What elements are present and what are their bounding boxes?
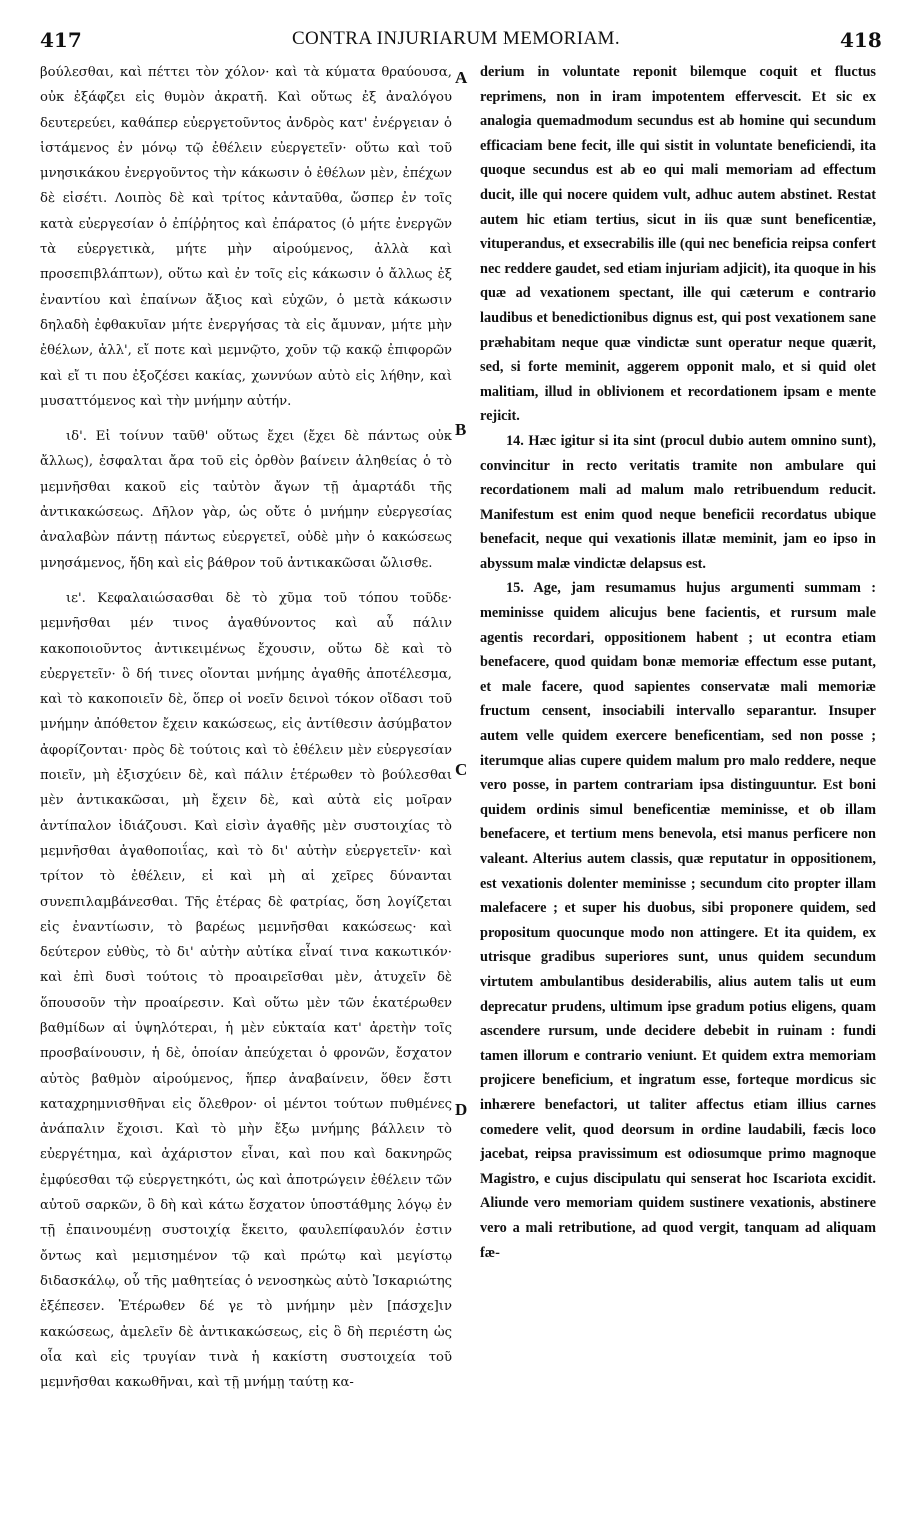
latin-column — [480, 60, 876, 1520]
page-header — [0, 28, 912, 58]
margin-marker-a: A — [455, 68, 468, 87]
latin-paragraph-section-14: 14. Hæc igitur si ita sint (procul dubio autem omnino sunt), convincitur in recto veritatis tramite non ambulare qui recordationem mali ad malum malo retribuendum reducit. Manifestum est enim quod neque beneficii recordatus ubique benefacit, neque qui vexationis illatæ meminit, jam eo ipso in abyssum malæ vindictæ delapsus est. — [480, 432, 876, 572]
greek-paragraph-section-15: ιε'. Κεφαλαιώσασθαι δὲ τὸ χῦμα τοῦ τόπου τοῦδε· μεμνῆσθαι μέν τινος ἀγαθύνοντος καὶ αὖ πάλιν κακοποιοῦντος ἀντικειμένως ἔχουσιν, οὕτω δὲ καὶ τὸ εὐεργετεῖν· ὃ δή τινες οἴονται μνήμης ἀγαθῆς ἀποτέλεσμα, καὶ τὸ κακοποιεῖν δὲ, ὅπερ οἱ νοεῖν δεινοὶ τόκον οἴδασι τοῦ μνήμην ἀπόθετον ἔχειν κακώσεως, εἰς ἀντίθεσιν ἀσύμβατον ἀφορίζονται· πρὸς δὲ τούτοις καὶ τὸ ἐθέλειν μὲν εὐεργεσίαν ποιεῖν, μὴ ἐξισχύειν δὲ, καὶ πάλιν ἑτέρωθεν τὸ βούλεσθαι μὲν ἀντικακῶσαι, μὴ ἔχειν δὲ, καὶ αὐτὰ εἰς μοῖραν ἀντίπαλον ἰδιάζουσι. Καὶ εἰσὶν ἀγαθῆς μὲν συστοιχίας τὸ μεμνῆσθαι ἀγαθοποιΐας, καὶ τὸ δι' αὐτὴν εὐεργετεῖν· καὶ τρίτον τὸ ἐθέλειν, εἰ καὶ μὴ αἱ χεῖρες δύνανται συνεπιλαμβάνεσθαι. Τῆς ἑτέρας δὲ φατρίας, ὅση λογίζεται εἰς ἐναντίωσιν, τὸ βαρέως μεμνῆσθαι κακώσεως· καὶ δεύτερον εὐθὺς, τὸ δι' αὐτὴν αὐτίκα εἶναί τινα κακωτικόν· καὶ ἐπὶ δυσὶ τούτοις τὸ προαιρεῖσθαι μὲν, ἀτυχεῖν δὲ ὅπουσοῦν τὴν προαίρεσιν. Καὶ οὕτω μὲν τῶν ἑκατέρωθεν βαθμίδων αἱ ὑψηλότεραι, ἡ μὲν εὐκταία κατ' ἀρετὴν τοῖς προσβαίνουσιν, ἡ δὲ, ὁποίαν ἀπεύχεται ὁ φρονῶν, ἔσχατον αὐτὸς βαθμὸν αἱρούμενος, ἥπερ ἀναβαίνειν, ὅθεν ἔστι καταχρημνισθῆναι εἰς ὄλεθρον· οἱ μέντοι τούτων πυθμένες ἀνάπαλιν ἔχοισι. Καὶ τὸ μὴν ἔξω μνήμης βάλλειν τὸ εὐεργέτημα, καὶ ἀχάριστον εἶναι, καὶ που καὶ δακνηρῶς ἐμφύεσθαι τῷ εὐεργετηκότι, ὡς καὶ ἀποτρώγειν ἐθέλειν τῶν αὐτοῦ σαρκῶν, ὃ δὴ καὶ κάτω ἔσχατον ὑποστάθμης λόγῳ ἐν τῇ ἐπαινουμένῃ συστοιχίᾳ ἔκειτο, φαυλεπίφαυλόν ἐστιν ὄντως καὶ μεμισημένον τῷ καὶ πρώτῳ καὶ μεγίστῳ διδασκάλῳ, οὗ τῆς μαθητείας ὁ νενοσηκὼς αὐτὸ Ἰσκαριώτης ἐξέπεσεν. Ἑτέρωθεν δέ γε τὸ μνήμην μὲν [πάσχε]ιν κακώσεως, ἀμελεῖν δὲ ἀντικακώσεως, εἰς ὃ δὴ περιέστη ὡς οἷα καὶ εἰς τρυγίαν τινὰ ἡ κακίστη συστοιχεία τοῦ μεμνῆσθαι κακωθῆναι, καὶ τῇ μνήμῃ ταύτῃ κα- — [40, 590, 452, 1391]
page-number-right: 418 — [840, 28, 882, 52]
latin-paragraph: derium in voluntate reponit bilemque coquit et fluctus reprimens, non in iram impotentem effervescit. Et sic ex analogia quemadmodum secundus est ab homine qui secundum efficaciam bene fecit, ille qui sistit in voluntate beneficiendi, ita quoque secundus est ab eo qui mali memoriam ad effectum ducit, ille qui nocere quidem vult, adhuc autem abstinet. Restat autem hic etiam tertius, sicut in iis quæ sunt beneficentiæ, vituperandus, et exsecrabilis ille (qui nec beneficia reipsa confert nec reddere gaudet, sed etiam injuriam adjicit), ita quoque in his quæ ad vexationem spectant, ille qui cæterum e contrario laudibus et benedictionibus dignus est, qui post vexationem sane præhabitam neque quæ vindictæ sunt operatur neque quærit, sed, si forte meminit, aggerem opponit malo, et si quid olet malitiam, illud in oblivionem et recordationem ipsam e mente rejicit. — [480, 64, 876, 425]
margin-marker-b: B — [455, 420, 467, 439]
running-title: CONTRA INJURIARUM MEMORIAM. — [291, 28, 621, 49]
greek-paragraph-section-14: ιδ'. Εἰ τοίνυν ταῦθ' οὕτως ἔχει (ἔχει δὲ πάντως οὐκ ἄλλως), ἐσφαλται ἄρα τοῦ εἰς ὀρθὸν βαίνειν ἀληθείας ὁ τὸ μεμνῆσθαι κακοῦ εἰς ταὐτὸν ἄγων τῇ ἁμαρτάδι τῆς ἀντικακώσεως. Δῆλον γὰρ, ὡς οὔτε ὁ μνήμην εὐεργεσίας ἀναλαβὼν πάντῃ πάντως εὐεργετεῖ, οὐδὲ μὴν ὁ κακώσεως μνησάμενος, ἤδη καὶ εἰς βάθρον τοῦ ἀντικακῶσαι ὤλισθε. — [40, 429, 452, 571]
greek-paragraph: βούλεσθαι, καὶ πέττει τὸν χόλον· καὶ τὰ κύματα θραύουσα, οὐκ ἐξάφζει εἰς θυμὸν ἀκρατῆ. Καὶ οὕτως ἐξ ἀναλόγου δευτερεύει, καθάπερ εὐεργετοῦντος ἀνδρὸς κατ' ἐνέργειαν ὁ ἱστάμενος ἐν μόνῳ τῷ ἐθέλειν εὐεργετεῖν· οὕτω καὶ τοῦ μνησικάκου ἐνεργοῦντος τὴν κάκωσιν ὁ ἐθέλων μὲν, ἐπέχων δὲ εἰσέτι. Λοιπὸς δὲ καὶ τρίτος κἀνταῦθα, ὥσπερ ἐν τοῖς κατὰ εὐεργεσίαν ὁ ἐπίῤῥητος καὶ ἐπάρατος (ὁ μήτε ἐνεργῶν τὰ εὐεργετικὰ, μήτε μὴν αἱρούμενος, ἀλλὰ καὶ προσεπιβλάπτων), οὕτω καὶ ἐν τοῖς εἰς κάκωσιν ὁ ἄλλως ἐξ ἐναντίου καὶ ἐπαίνων ἄξιος καὶ εὐχῶν, ὁ μετὰ κάκωσιν δηλαδὴ ἐφθακυῖαν μήτε ἐνεργήσας τὰ εἰς ἄμυναν, μήτε μὴν ἐθέλων, ἀλλ', εἴ ποτε καὶ μεμνῷτο, χοῦν τῷ κακῷ ἐπιφορῶν καὶ εἴ τι που ἐξοζέσει κακίας, χωννύων αὐτὸ εἰς λήθην, καὶ μυσαττόμενος καὶ τὴν μνήμην αὐτήν. — [40, 65, 452, 409]
greek-column — [40, 60, 452, 1520]
margin-marker-c: C — [455, 760, 468, 779]
margin-marker-d: D — [455, 1100, 468, 1119]
page-number-left: 417 — [40, 28, 82, 52]
latin-paragraph-section-15: 15. Age, jam resumamus hujus argumenti summam : meminisse quidem alicujus bene facientis, et rursum male agentis recordari, oppositionem habent ; ut econtra etiam benefacere, quod quidam bonæ memoriæ effectum esse putant, et male facere, quod sapientes conservatæ mali memoriæ fructum censent, insociabili intervallo separantur. Insuper autem velle quidem exercere beneficentiam, sed non posse ; iterumque alias cupere quidem malum pro malo reddere, neque vero posse, in partem contrariam ipsa distinguuntur. Est boni quidem ordinis simul beneficentiæ meminisse, et ob illam benefacere, et tertium mens benevola, etsi manus perficere non valeant. Alterius autem classis, quæ reputatur in oppositionem, est vexationis dolenter meminisse ; secundum cito propter illam malefacere ; et super his duobus, sibi proponere quidem, sed propositum quocunque modo non attingere. Et ita quidem, ex utrisque gradibus superiores sunt, unus quidem secundum virtutem ambulantibus desiderabilis, alius autem talis ut eum deprecatur prudens, ultimum ipse gradum potius eligens, quam ascendere rursum, unde decidere debebit in ruinam : fundi tamen illorum e contrario veniunt. Et quidem extra memoriam projicere beneficium, et ingratum esse, forteque mordicus sic inhærere benefactori, ut taliter affectus etiam illius carnes comedere velit, quod deorsum in ordine laudabili, fæcis loco jacebat, reipsa pravissimum est odiosumque primo magnoque Magistro, e cujus discipulatu qui senserat hoc Iscariota excidit. Aliunde vero memoriam quidem sustinere vexationis, abstinere vero a mali retributione, ad quod vergit, tanquam ad aliquam fæ- — [480, 580, 876, 1261]
